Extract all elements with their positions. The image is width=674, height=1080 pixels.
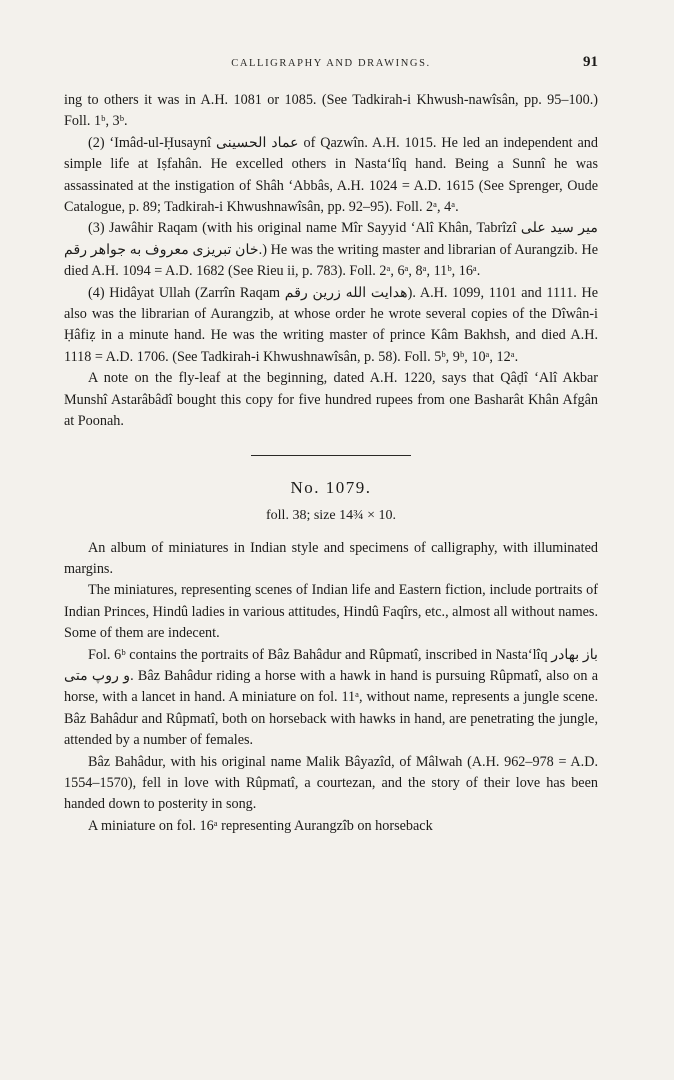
paragraph-fol-16a: A miniature on fol. 16ᵃ representing Aurangzîb on horseback <box>88 817 433 834</box>
page-header <box>64 54 598 78</box>
paragraph-imad-ul-husayni: (2) ‘Imâd-ul-Ḥusaynî عماد الحسینی of Qazwîn. A.H. 1015. He led an independent and simple life at Iṣfahân. He excelled others in Nasta‘lîq hand. Being a Sunnî he was assassinated at the instigation of Shâh ‘Abbâs, A.H. 1024 = A.D. 1615 (See Sprenger, Oude Catalogue, p. 89; Tadkirah-i Khwushnawîsân, pp. 92–95). Foll. 2ᵃ, 4ᵃ. <box>64 134 598 216</box>
top-section <box>64 90 598 433</box>
section-divider <box>251 455 411 456</box>
document-page <box>64 54 598 837</box>
paragraph-album-description: An album of miniatures in Indian style and specimens of calligraphy, with illuminated margins. <box>64 539 598 577</box>
bottom-section <box>64 538 598 838</box>
paragraph-miniatures: The miniatures, representing scenes of Indian life and Eastern fiction, include portraits of Indian Princes, Hindû ladies in various attitudes, Hindû Faqîrs, etc., almost all without names. Some of them are indecent. <box>64 582 598 642</box>
paragraph-hidayat-ullah: (4) Hidâyat Ullah (Zarrîn Raqam هدایت الله زرین رقم). A.H. 1099, 1101 and 1111. He also was the librarian of Aurangzib, at whose order he wrote several copies of the Dîwân-i Ḥâfiẓ in a minute hand. He was the writing master of prince Kâm Bakhsh, and died A.H. 1118 = A.D. 1706. (See Tadkirah-i Khwushnawîsân, p. 58). Foll. 5ᵇ, 9ᵇ, 10ᵃ, 12ᵃ. <box>64 284 598 365</box>
paragraph-fly-leaf-note: A note on the fly-leaf at the beginning, dated A.H. 1220, says that Qâḍî ‘Alî Akbar Munshî Astarâbâdî bought this copy for five hundred rupees from one Basharât Khân Afgân at Poonah. <box>64 370 598 430</box>
running-head: CALLIGRAPHY AND DRAWINGS. <box>231 58 431 69</box>
entry-meta: foll. 38; size 14¾ × 10. <box>266 507 396 523</box>
paragraph-fol-6b: Fol. 6ᵇ contains the portraits of Bâz Bahâdur and Rûpmatî, inscribed in Nasta‘lîq باز بهادر و روپ متی. Bâz Bahâdur riding a horse with a hawk in hand is pursuing Rûpmatî, also on a horse, with a lancet in hand. A miniature on fol. 11ᵃ, without name, represents a jungle scene. Bâz Bahâdur and Rûpmatî, both on horseback with hawks in hand, are penetrating the jungle, attended by a number of females. <box>64 646 599 749</box>
page-number: 91 <box>583 54 598 70</box>
paragraph-baz-bahadur: Bâz Bahâdur, with his original name Malik Bâyazîd, of Mâlwah (A.H. 962–978 = A.D. 1554–1570), fell in love with Rûpmatî, a courtezan, and the story of their love has been handed down to posterity in song. <box>64 753 598 813</box>
paragraph-jawahir-raqam: (3) Jawâhir Raqam (with his original name Mîr Sayyid ‘Alî Khân, Tabrîzî میر سید علی خان تبریزی معروف به جواهر رقم.) He was the writing master and librarian of Aurangzib. He died A.H. 1094 = A.D. 1682 (See Rieu ii, p. 783). Foll. 2ᵃ, 6ᵃ, 8ᵃ, 11ᵇ, 16ᵃ. <box>64 220 599 280</box>
entry-title: No. 1079. <box>290 477 372 497</box>
paragraph-continuation: ing to others it was in A.H. 1081 or 1085. (See Tadkirah-i Khwush-nawîsân, pp. 95–100.) Foll. 1ᵇ, 3ᵇ. <box>64 92 598 130</box>
